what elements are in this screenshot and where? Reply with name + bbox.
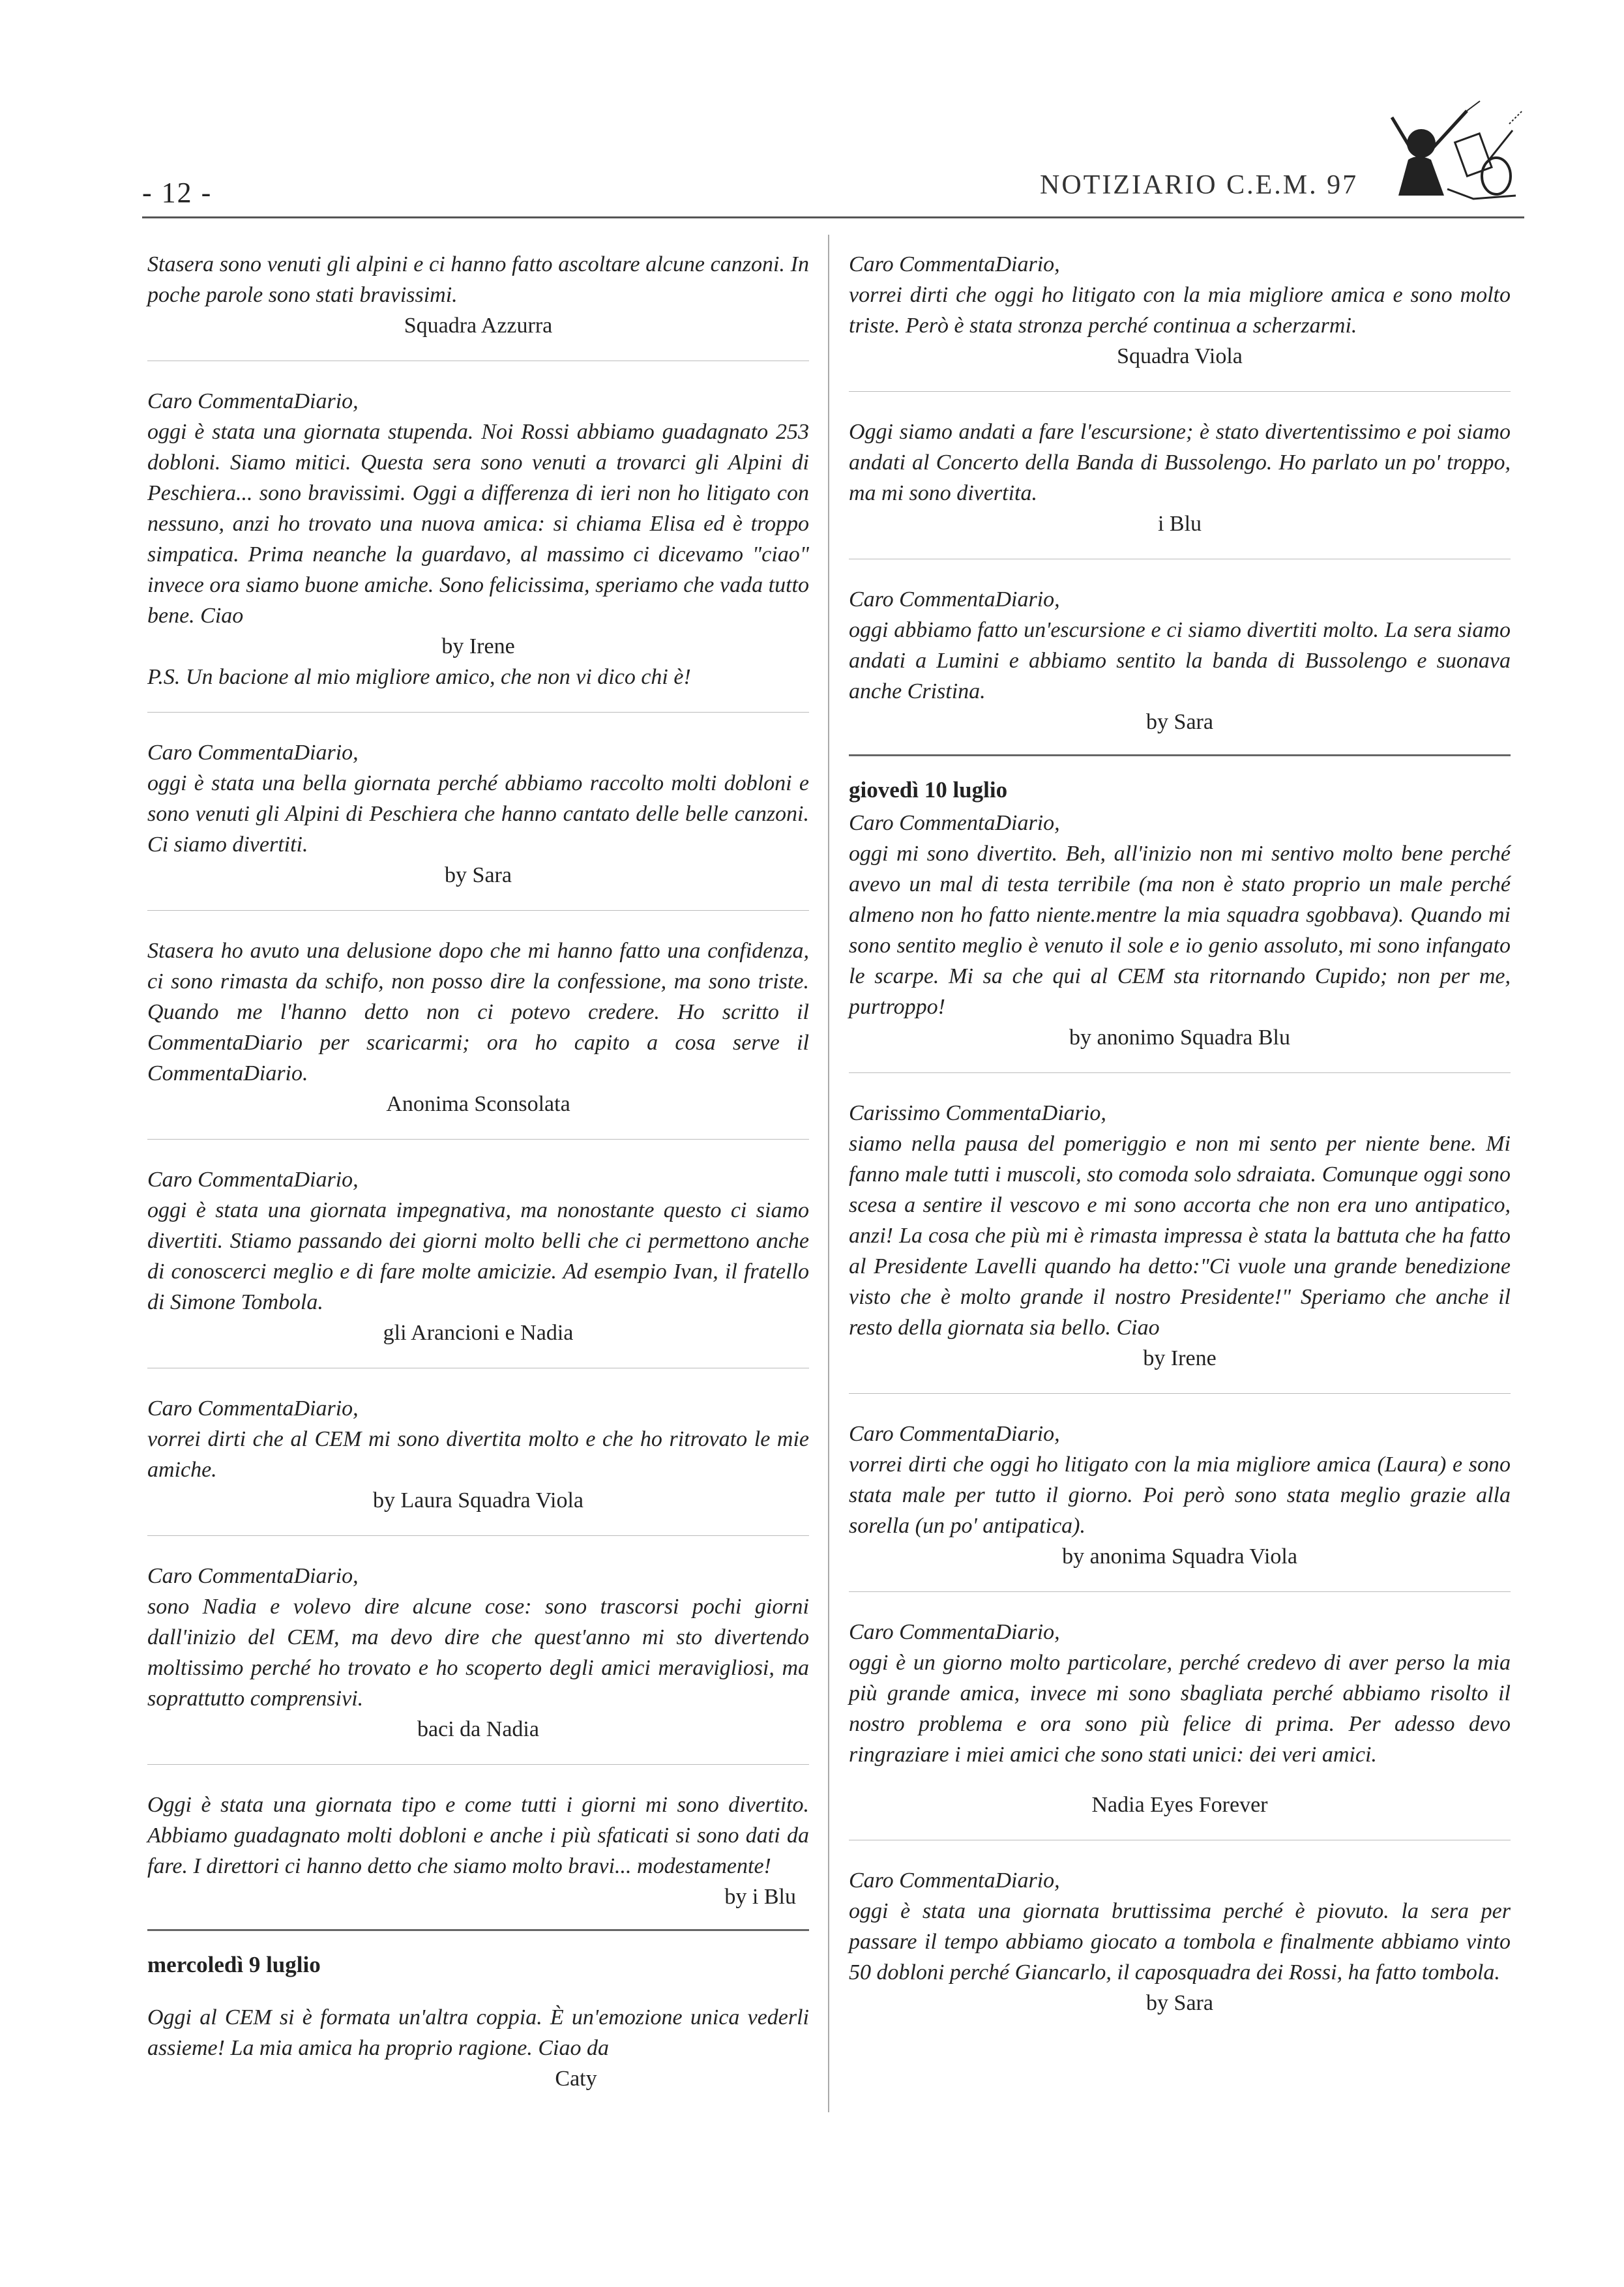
entry-text: Caro CommentaDiario, vorrei dirti che al CEM mi sono divertita molto e che ho ritrovato le mie amiche. xyxy=(147,1396,809,1482)
day-separator xyxy=(147,1929,809,1931)
entry-text: Caro CommentaDiario, sono Nadia e volevo dire alcune cose: sono trascorsi pochi giorni dall'inizio del CEM, ma devo dire che quest'anno mi sto divertendo moltissimo perché ho trovato e ho scoperto degli amici meravigliosi, ma soprattutto comprensivi. xyxy=(147,1564,809,1711)
entry-text: Caro CommentaDiario, oggi mi sono divertito. Beh, all'inizio non mi sentivo molto bene perché avevo un mal di testa terribile (ma non è stato proprio un male perché almeno non ho fatto niente.mentre la mia squadra sgobbava). Quando mi sono sentito meglio è venuto il sole e io genio assoluto, mi sono infangato le scarpe. Mi sa che qui al CEM sta ritornando Cupido; non per me, purtroppo! xyxy=(849,811,1511,1019)
diary-entry xyxy=(849,417,1511,539)
entry-signature: gli Arancioni e Nadia xyxy=(383,1321,574,1345)
entry-separator xyxy=(147,1764,809,1765)
diary-entry xyxy=(147,1790,809,1912)
entry-signature: by Irene xyxy=(1143,1346,1217,1370)
entry-separator xyxy=(147,712,809,713)
entry-separator xyxy=(147,1139,809,1140)
conductor-logo-icon xyxy=(1382,98,1529,205)
diary-entry xyxy=(147,1164,809,1348)
diary-entry xyxy=(849,1617,1511,1820)
entry-postscript: P.S. Un bacione al mio migliore amico, che non vi dico chi è! xyxy=(147,665,691,689)
entry-text: Caro CommentaDiario, oggi è stata una bella giornata perché abbiamo raccolto molti dobloni e sono venuti gli Alpini di Peschiera che hanno cantato delle belle canzoni. Ci siamo divertiti. xyxy=(147,741,809,857)
entry-signature: Squadra Azzurra xyxy=(404,314,553,338)
entry-separator xyxy=(147,1535,809,1536)
diary-entry xyxy=(849,584,1511,737)
entry-separator xyxy=(849,1072,1511,1073)
entry-text: Oggi al CEM si è formata un'altra coppia. È un'emozione unica vederli assieme! La mia amica ha proprio ragione. Ciao da xyxy=(147,2005,809,2060)
diary-entry xyxy=(849,1419,1511,1572)
diary-entry xyxy=(147,386,809,692)
entry-signature: by i Blu xyxy=(724,1885,796,1909)
right-column xyxy=(849,249,1511,2018)
diary-entry xyxy=(147,1561,809,1745)
diary-entry xyxy=(849,249,1511,372)
diary-entry xyxy=(849,1865,1511,2018)
entry-text: Oggi siamo andati a fare l'escursione; è stato divertentissimo e poi siamo andati al Concerto della Banda di Bussolengo. Ho parlato un po' troppo, ma mi sono divertita. xyxy=(849,420,1511,505)
entry-signature: Anonima Sconsolata xyxy=(386,1092,570,1116)
entry-separator xyxy=(849,1591,1511,1592)
entry-text: Stasera ho avuto una delusione dopo che mi hanno fatto una confidenza, ci sono rimasta da schifo, non posso dire la confessione, ma sono triste. Quando me l'hanno detto non ci potevo credere. Ho scritto il CommentaDiario per scaricarmi; ora ho capito a cosa serve il CommentaDiario. xyxy=(147,939,809,1085)
diary-entry xyxy=(147,2002,809,2094)
diary-entry xyxy=(849,1098,1511,1374)
date-heading: mercoledì 9 luglio xyxy=(147,1952,321,1977)
diary-entry xyxy=(147,936,809,1119)
entry-signature: by Laura Squadra Viola xyxy=(372,1488,584,1512)
day-separator xyxy=(849,754,1511,756)
entry-signature: by Sara xyxy=(445,863,512,887)
diary-entry xyxy=(147,737,809,891)
column-divider xyxy=(828,235,829,2112)
entry-signature: by Sara xyxy=(1146,1991,1213,2015)
entry-text: Caro CommentaDiario, oggi abbiamo fatto un'escursione e ci siamo divertiti molto. La sera siamo andati a Lumini e abbiamo sentito la banda di Bussolengo e suonava anche Cristina. xyxy=(849,587,1511,703)
entry-separator xyxy=(849,1393,1511,1394)
entry-text: Stasera sono venuti gli alpini e ci hanno fatto ascoltare alcune canzoni. In poche parole sono stati bravissimi. xyxy=(147,252,809,307)
diary-entry xyxy=(147,1393,809,1516)
entry-text: Caro CommentaDiario, vorrei dirti che oggi ho litigato con la mia migliore amica (Laura) e sono stata male per tutto il giorno. Poi però sono stata meglio grazie alla sorella (un po' antipatica). xyxy=(849,1422,1511,1538)
entry-signature: by Irene xyxy=(441,634,515,658)
page-number: - 12 - xyxy=(142,177,213,209)
entry-text: Caro CommentaDiario, vorrei dirti che oggi ho litigato con la mia migliore amica e sono molto triste. Però è stata stronza perché continua a scherzarmi. xyxy=(849,252,1511,338)
left-column xyxy=(147,249,809,2094)
diary-entry xyxy=(849,808,1511,1053)
entry-separator xyxy=(849,391,1511,392)
entry-signature: i Blu xyxy=(1157,512,1202,536)
entry-separator xyxy=(147,910,809,911)
newsletter-title: NOTIZIARIO C.E.M. 97 xyxy=(1040,170,1359,200)
entry-signature: Nadia Eyes Forever xyxy=(1091,1793,1268,1817)
entry-text: Oggi è stata una giornata tipo e come tutti i giorni mi sono divertito. Abbiamo guadagnato molti dobloni e anche i più sfaticati si sono dati da fare. I direttori ci hanno detto che siamo molto bravi... modestamente! xyxy=(147,1793,809,1878)
entry-signature: by anonimo Squadra Blu xyxy=(1069,1025,1291,1050)
date-heading: giovedì 10 luglio xyxy=(849,777,1008,803)
entry-signature: Caty xyxy=(555,2067,597,2091)
entry-text: Caro CommentaDiario, oggi è stata una giornata bruttissima perché è piovuto. la sera per passare il tempo abbiamo giocato a tombola e finalmente abbiamo vinto 50 dobloni perché Giancarlo, il caposquadra dei Rossi, ha fatto tombola. xyxy=(849,1868,1511,1985)
entry-signature: baci da Nadia xyxy=(417,1717,539,1741)
entry-signature: Squadra Viola xyxy=(1117,344,1243,368)
entry-text: Carissimo CommentaDiario, siamo nella pausa del pomeriggio e non mi sento per niente bene. Mi fanno male tutti i muscoli, sto comoda solo sdraiata. Comunque oggi sono scesa a sentire il vescovo e mi sono accorta che non era uno antipatico, anzi! La cosa che più mi è rimasta impressa è stata la battuta che ha fatto al Presidente Lavelli quando ha detto:"Ci vuole una grande benedizione visto che è molto grande il nostro Presidente!" Speriamo che anche il resto della giornata sia bello. Ciao xyxy=(849,1101,1511,1340)
entry-text: Caro CommentaDiario, oggi è stata una giornata stupenda. Noi Rossi abbiamo guadagnato 253 dobloni. Siamo mitici. Questa sera sono venuti a trovarci gli Alpini di Peschiera... sono bravissimi. Oggi a differenza di ieri non ho litigato con nessuno, anzi ho trovato una nuova amica: si chiama Elisa ed è troppo simpatica. Prima neanche la guardavo, al massimo ci dicevamo "ciao" invece ora siamo buone amiche. Sono felicissima, speriamo che vada tutto bene. Ciao xyxy=(147,389,809,628)
entry-text: Caro CommentaDiario, oggi è un giorno molto particolare, perché credevo di aver perso la mia più grande amica, invece mi sono sbagliata perché abbiamo risolto il nostro problema e ora sono più felice di prima. Per adesso devo ringraziare i miei amici che sono stati unici: dei veri amici. xyxy=(849,1620,1511,1767)
entry-text: Caro CommentaDiario, oggi è stata una giornata impegnativa, ma nonostante questo ci siamo divertiti. Stiamo passando dei giorni molto belli che ci permettono anche di conoscerci meglio e di fare molte amicizie. Ad esempio Ivan, il fratello di Simone Tombola. xyxy=(147,1168,809,1314)
entry-signature: by Sara xyxy=(1146,710,1213,734)
header-rule xyxy=(142,216,1524,218)
diary-entry xyxy=(147,249,809,341)
entry-signature: by anonima Squadra Viola xyxy=(1062,1544,1297,1569)
